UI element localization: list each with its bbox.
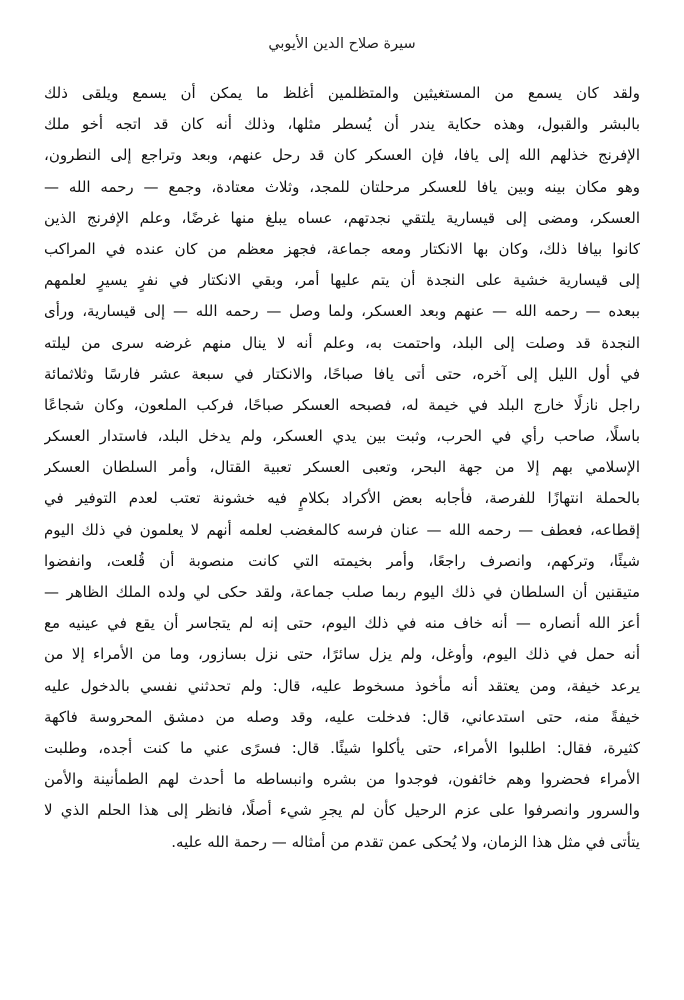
text-line: الأمراء فحضروا وهم خائفون، فوجدوا من بشره وانبساطه ما أحدث لهم الطمأنينة والأمن	[44, 770, 640, 789]
text-line: أعز الله أنصاره — أنه خاف منه في ذلك اليوم، حتى إنه لم يتجاسر أن يقع في عينيه مع	[44, 614, 640, 633]
text-line: راجل نازلًا خارج البلد في خيمة له، فصبحه العسكر صباحًا، فركب الملعون، وكان شجاعًا	[44, 395, 640, 414]
text-line: يتأتى في مثل هذا الزمان، ولا يُحكى عمن تقدم من أمثاله — رحمة الله عليه.	[171, 832, 640, 851]
text-line: إلى قيسارية خشية على النجدة أن يتم عليها أمر، وبقي الانكتار في نفرٍ يسيرٍ لعلمهم	[44, 271, 640, 290]
text-line: شيئًا، وتركهم، وانصرف راجعًا، وأمر بخيمته التي كانت منصوبة أن قُلعت، وانفضوا	[44, 551, 640, 570]
text-line: النجدة قد وصلت إلى البلد، واحتمت به، وعلم أنه لا ينال منهم غرضه سرى من ليلته	[44, 333, 640, 352]
text-line: كثيرة، فقال: اطلبوا الأمراء، حتى يأكلوا شيئًا. قال: فسرًى عني ما كنت أجده، وطلبت	[44, 738, 640, 757]
text-line: خيفةً منه، حتى استدعاني، قال: فدخلت عليه، وقد وصله من دمشق المحروسة فاكهة	[44, 707, 640, 726]
text-line: بالحملة انتهازًا للفرصة، فأجابه بعض الأكراد بكلامٍ فيه خشونة تعتب لعدم التوفير في	[44, 489, 640, 508]
text-line: الإسلامي بهم إلا من جهة البحر، وتعبى العسكر تعبية القتال، وأمر السلطان العسكر	[44, 458, 640, 477]
running-header-title: سيرة صلاح الدين الأيوبي	[268, 36, 416, 52]
text-line: بالبشر والقبول، وهذه حكاية يندر أن يُسطر مثلها، وذلك أنه كان قد اتجه أخو ملك	[44, 115, 640, 134]
text-line: ببعده — رحمه الله — عنهم وبعد العسكر، ولما وصل — رحمه الله — إلى قيسارية، ورأى	[44, 302, 640, 321]
text-line: وهو مكان بينه وبين يافا للعسكر مرحلتان للمجد، وثلاث معتادة، وجمع — رحمه الله —	[44, 177, 640, 196]
text-line: أنه حمل في ذلك اليوم، وأوغل، ولم يزل سائرًا، حتى نزل بسازور، وما من الأمراء إلا من	[44, 645, 640, 664]
text-line: إقطاعه، فعطف — رحمه الله — عنان فرسه كالمغضب لعلمه أنهم لا يعلمون في ذلك اليوم	[44, 520, 640, 539]
text-line: باسلًا، صاحب رأي في الحرب، وثبت بين يدي العسكر، ولم يدخل البلد، فاستدار العسكر	[44, 427, 640, 446]
text-line: كانوا بيافا ذلك، وكان بها الانكتار ومعه جماعة، فجهز معظم من كان عنده في المراكب	[44, 239, 640, 258]
text-line: يرعد خيفة، ومن يعتقد أنه مأخوذ مسخوط عليه، قال: ولم تحدثني نفسي بالدخول عليه	[44, 676, 640, 695]
text-line: العسكر، ومضى إلى قيسارية يلتقي نجدتهم، عساه يبلغ منها غرضًا، وعلم الإفرنج الذين	[44, 208, 640, 227]
text-line: الإفرنج خذلهم الله إلى يافا، فإن العسكر كان قد رحل عنهم، وبعد وتراجع إلى النطرون،	[44, 146, 640, 165]
text-line: ولقد كان يسمع من المستغيثين والمتظلمين أغلظ ما يمكن أن يسمع ويلقى ذلك	[44, 84, 640, 102]
body-text	[44, 78, 640, 858]
text-line: متيقنين أن السلطان في ذلك اليوم ربما صلب جماعة، ولقد حكى لي ولده الملك الظاهر —	[44, 583, 640, 601]
text-line: والسرور وانصرفوا على عزم الرحيل كأن لم يجرِ شيء أصلًا، فانظر إلى هذا الحلم الذي لا	[44, 801, 640, 820]
text-line: في أول الليل إلى آخره، حتى أتى يافا صباحًا، والانكتار في سبعة عشر فارسًا وثلاثمائة	[44, 364, 640, 383]
